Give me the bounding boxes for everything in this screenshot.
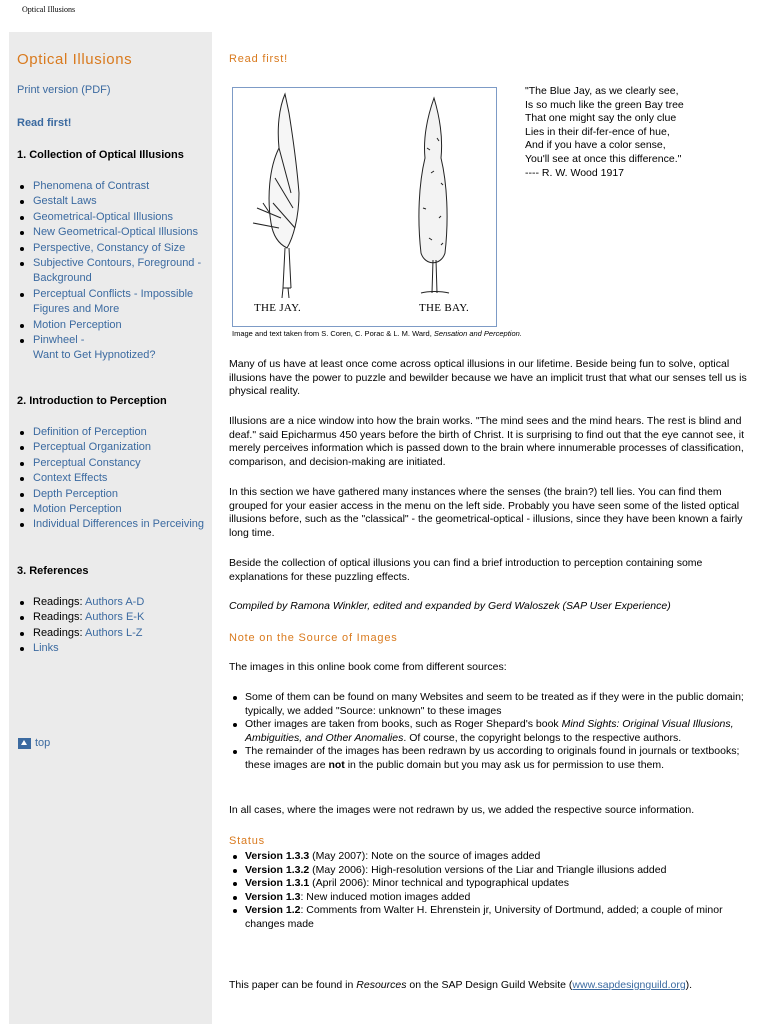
- readings-prefix: Readings:: [33, 596, 85, 608]
- note-heading: Note on the Source of Images: [229, 632, 398, 644]
- nav-authors-a-d[interactable]: Authors A-D: [84, 596, 145, 608]
- status-version: Version 1.3.1: [245, 877, 310, 890]
- jay-bay-figure: [232, 87, 497, 327]
- top-label: top: [35, 737, 51, 749]
- nav-authors-e-k[interactable]: Authors E-K: [84, 611, 145, 624]
- figure-caption: [232, 329, 522, 338]
- status-text: (May 2007): Note on the source of images added: [309, 850, 541, 862]
- footer-suffix: ).: [685, 979, 693, 991]
- nav-motion-perception[interactable]: Motion Perception: [17, 318, 207, 333]
- section1-list: [17, 179, 207, 364]
- reference-item: [17, 626, 207, 641]
- note-list: [229, 691, 757, 773]
- section1-title: 1. Collection of Optical Illusions: [17, 149, 184, 161]
- read-first-link[interactable]: Read first!: [17, 117, 72, 129]
- readings-prefix: Readings:: [33, 626, 85, 639]
- nav-definition-of-perception[interactable]: Definition of Perception: [17, 425, 207, 440]
- note-item-redrawn: [229, 745, 757, 772]
- intro-paragraph-2: Illusions are a nice window into how the brain works. "The mind sees and the mind hears. The rest is blind and deaf." said Epicharmus 450 years before the birth of Christ. It is surprising to find out that the eye cannot see, it merely perceives information which is passed down to the brain where innumerable processes of classification, comparison, and decision-making are initiated.: [229, 415, 745, 468]
- read-first-heading: Read first!: [229, 53, 288, 65]
- note-books-c: . Of course, the copyright belongs to the respective authors.: [403, 731, 682, 744]
- note-intro: The images in this online book come from different sources:: [229, 661, 507, 673]
- caption-prefix: Image and text taken from S. Coren, C. Porac & L. M. Ward,: [232, 329, 434, 338]
- footer-note: [229, 979, 757, 993]
- footer-middle: on the SAP Design Guild Website (: [406, 979, 573, 991]
- note-redrawn-not: not: [328, 758, 345, 771]
- nav-geometrical-optical-illusions[interactable]: Geometrical-Optical Illusions: [17, 210, 207, 225]
- status-version: Version 1.2: [245, 904, 301, 917]
- status-text: : Comments from Walter H. Ehrenstein jr, University of Dortmund, added; a couple of minor changes made: [245, 904, 723, 930]
- pinwheel-line1: Pinwheel -: [33, 334, 85, 347]
- intro-paragraph-4: Beside the collection of optical illusions you can find a brief introduction to perception containing some explanations for these puzzling effects.: [229, 557, 703, 583]
- nav-phenomena-of-contrast[interactable]: Phenomena of Contrast: [17, 179, 207, 194]
- compiled-by: Compiled by Ramona Winkler, edited and expanded by Gerd Waloszek (SAP User Experience): [229, 600, 671, 612]
- pinwheel-line2: Want to Get Hypnotized?: [33, 349, 156, 362]
- top-link[interactable]: [18, 737, 50, 749]
- nav-perceptual-conflicts[interactable]: Perceptual Conflicts - Impossible Figures and More: [17, 287, 207, 318]
- note-item-websites: Some of them can be found on many Websites and seem to be treated as if they were in the public domain; typically, we added "Source: unknown" to these images: [229, 691, 757, 718]
- status-item: [229, 864, 757, 878]
- status-version: Version 1.3: [245, 890, 301, 903]
- status-item: [229, 904, 757, 931]
- footer-prefix: This paper can be found in: [229, 979, 357, 991]
- reference-item: [17, 595, 207, 610]
- nav-subjective-contours[interactable]: Subjective Contours, Foreground - Background: [17, 256, 207, 287]
- nav-links[interactable]: Links: [17, 641, 207, 656]
- poem-quote: "The Blue Jay, as we clearly see, Is so much like the green Bay tree That one might say the only clue Lies in their dif-fer-ence of hue, And if you have a color sense, You'll see at once this difference." ---- R. W. Wood 1917: [525, 85, 684, 179]
- status-text: (April 2006): Minor technical and typographical updates: [309, 877, 569, 890]
- status-version: Version 1.3.3: [245, 850, 310, 862]
- section2-list: [17, 425, 207, 533]
- print-version-link[interactable]: Print version (PDF): [17, 84, 111, 96]
- sidebar-nav: [9, 32, 212, 1024]
- footer-resources: Resources: [356, 979, 407, 991]
- note-books-title: Mind Sights: Original Visual Illusions, Ambiguities, and Other Anomalies: [245, 718, 734, 744]
- note-books-a: Other images are taken from books, such as Roger Shepard's book: [245, 718, 562, 731]
- jay-label: THE JAY.: [254, 302, 302, 314]
- nav-new-geometrical-optical-illusions[interactable]: New Geometrical-Optical Illusions: [17, 225, 207, 240]
- note-redrawn-c: in the public domain but you may ask us for permission to use them.: [344, 758, 665, 771]
- page-header: Optical Illusions: [22, 5, 76, 14]
- section3-title: 3. References: [17, 565, 89, 577]
- note-outro: In all cases, where the images were not redrawn by us, we added the respective source information.: [229, 804, 695, 816]
- nav-perceptual-organization[interactable]: Perceptual Organization: [17, 440, 207, 455]
- nav-context-effects[interactable]: Context Effects: [17, 471, 207, 486]
- sapdesignguild-link[interactable]: www.sapdesignguild.org: [572, 979, 686, 991]
- nav-gestalt-laws[interactable]: Gestalt Laws: [17, 194, 207, 209]
- jay-drawing: [253, 94, 299, 298]
- status-text: : New induced motion images added: [300, 890, 471, 903]
- status-item: [229, 850, 757, 864]
- status-text: (May 2006): High-resolution versions of the Liar and Triangle illusions added: [309, 863, 667, 876]
- status-item: [229, 891, 757, 905]
- arrow-up-icon: [18, 738, 31, 749]
- intro-paragraph-3: In this section we have gathered many instances where the senses (the brain?) tell lies. You can find them grouped for your easier access in the menu on the left side. Probably you have seen some of the listed optical illusions before, such as the "classical" - the geometrical-optical - illusions, since they have been known a fairly long time.: [229, 486, 743, 539]
- jay-bay-illustration: [233, 88, 496, 326]
- status-list: [229, 850, 757, 932]
- bay-label: THE BAY.: [419, 302, 470, 314]
- status-item: [229, 877, 757, 891]
- caption-title: Sensation and Perception.: [433, 329, 522, 338]
- bay-drawing: [419, 98, 449, 293]
- intro-paragraph-1: Many of us have at least once come across optical illusions in our lifetime. Beside being fun to solve, optical illusions have the power to puzzle and bewilder because we have an implicit trust that what our senses tell us is physical reality.: [229, 358, 747, 398]
- nav-authors-l-z[interactable]: Authors L-Z: [84, 626, 143, 639]
- nav-depth-perception[interactable]: Depth Perception: [17, 487, 207, 502]
- nav-pinwheel[interactable]: [17, 333, 207, 364]
- reference-item: [17, 610, 207, 625]
- section2-title: 2. Introduction to Perception: [17, 395, 167, 407]
- status-heading: Status: [229, 835, 265, 847]
- nav-individual-differences[interactable]: Individual Differences in Perceiving: [17, 517, 207, 532]
- status-version: Version 1.3.2: [245, 863, 310, 876]
- nav-motion-perception-2[interactable]: Motion Perception: [17, 502, 207, 517]
- readings-prefix: Readings:: [33, 611, 85, 624]
- note-item-books: [229, 718, 757, 745]
- note-redrawn-a: The remainder of the images has been redrawn by us according to originals found in journals or textbooks; these images are: [245, 745, 740, 771]
- sidebar-title: Optical Illusions: [17, 51, 133, 68]
- nav-perspective-constancy-of-size[interactable]: Perspective, Constancy of Size: [17, 241, 207, 256]
- section3-list: [17, 595, 207, 657]
- nav-perceptual-constancy[interactable]: Perceptual Constancy: [17, 456, 207, 471]
